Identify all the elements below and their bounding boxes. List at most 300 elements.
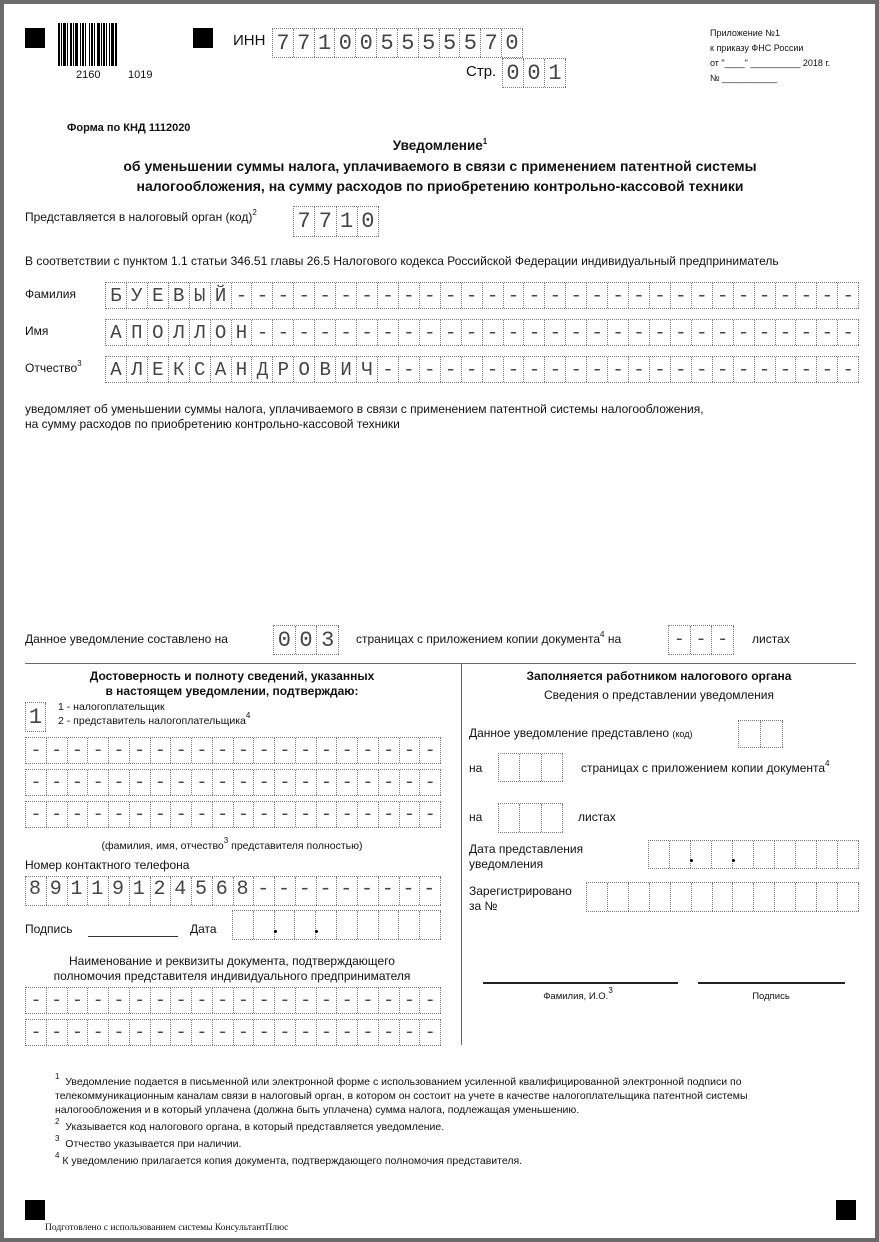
appendix-line: к приказу ФНС России bbox=[710, 43, 804, 53]
char-cell: - bbox=[252, 283, 273, 308]
na-label: на bbox=[469, 810, 483, 824]
char-cell bbox=[691, 841, 712, 868]
label-text: Фамилия, И.О. bbox=[543, 991, 609, 1002]
char-cell: - bbox=[420, 988, 441, 1013]
page-label: Стр. bbox=[466, 63, 497, 80]
char-cell: - bbox=[379, 738, 400, 763]
char-cell: - bbox=[755, 320, 776, 345]
label-text: Зарегистрировано bbox=[469, 884, 572, 898]
char-cell: - bbox=[171, 1020, 192, 1045]
label-text: (код) bbox=[672, 729, 693, 739]
barcode-number: 2160 bbox=[76, 69, 101, 81]
char-cell: - bbox=[275, 988, 296, 1013]
footnotes bbox=[55, 1072, 748, 1168]
char-cell: - bbox=[358, 988, 379, 1013]
char-cell: - bbox=[462, 320, 483, 345]
footnote-text: К уведомлению прилагается копия документа, подтверждающего полномочия представителя. bbox=[62, 1155, 523, 1167]
char-cell: - bbox=[151, 1020, 172, 1045]
inn-field[interactable] bbox=[272, 28, 523, 58]
char-cell: - bbox=[192, 802, 213, 827]
char-cell: Л bbox=[169, 320, 190, 345]
column-divider bbox=[461, 663, 462, 1045]
name-field[interactable] bbox=[105, 319, 859, 346]
footnote-number: 2 bbox=[55, 1117, 60, 1126]
footer-note: Подготовлено с использованием системы КонсультантПлюс bbox=[45, 1223, 289, 1233]
char-cell: - bbox=[796, 283, 817, 308]
char-cell: - bbox=[713, 320, 734, 345]
char-cell: 0 bbox=[502, 29, 523, 57]
char-cell: - bbox=[838, 283, 859, 308]
office-sheets-field[interactable] bbox=[498, 803, 563, 833]
char-cell bbox=[733, 883, 754, 911]
char-cell: - bbox=[213, 802, 234, 827]
char-cell: Е bbox=[148, 357, 169, 382]
doc-heading-1: Наименование и реквизиты документа, подтверждающего bbox=[69, 954, 395, 968]
char-cell: - bbox=[26, 802, 47, 827]
char-cell bbox=[671, 883, 692, 911]
char-cell: - bbox=[88, 738, 109, 763]
char-cell: 7 bbox=[315, 207, 336, 236]
office-pages-text bbox=[581, 761, 830, 775]
footnote-text: Уведомление подается в письменной или электронной форме с использованием усиленной квалифицированной электронной подписи по bbox=[65, 1076, 742, 1088]
char-cell bbox=[754, 883, 775, 911]
char-cell: - bbox=[566, 357, 587, 382]
char-cell: И bbox=[336, 357, 357, 382]
char-cell: - bbox=[420, 357, 441, 382]
char-cell bbox=[761, 721, 783, 747]
char-cell: - bbox=[776, 357, 797, 382]
char-cell: 1 bbox=[315, 29, 336, 57]
char-cell: - bbox=[608, 320, 629, 345]
char-cell: - bbox=[378, 283, 399, 308]
char-cell: - bbox=[713, 357, 734, 382]
char-cell: - bbox=[109, 802, 130, 827]
char-cell: - bbox=[400, 988, 421, 1013]
char-cell: - bbox=[317, 738, 338, 763]
pages-count-field[interactable] bbox=[273, 625, 339, 655]
char-cell: - bbox=[26, 738, 47, 763]
char-cell: - bbox=[337, 738, 358, 763]
char-cell: - bbox=[692, 357, 713, 382]
marker-square bbox=[193, 28, 213, 48]
tax-office-code-field[interactable] bbox=[293, 206, 379, 237]
char-cell: - bbox=[669, 626, 691, 654]
char-cell: - bbox=[130, 738, 151, 763]
char-cell: - bbox=[712, 626, 734, 654]
char-cell: Н bbox=[232, 357, 253, 382]
char-cell: - bbox=[47, 770, 68, 795]
label-text: страницах с приложением копии документа bbox=[581, 761, 826, 775]
footnote-text: телекоммуникационным каналам связи в налоговый орган, в котором он состоит на учете в качестве налогоплательщика патентной системы bbox=[55, 1090, 748, 1102]
char-cell: 1 bbox=[26, 703, 46, 731]
surname-field[interactable] bbox=[105, 282, 859, 309]
page-number-field[interactable] bbox=[502, 58, 566, 88]
char-cell: - bbox=[671, 283, 692, 308]
char-cell: 5 bbox=[398, 29, 419, 57]
char-cell bbox=[520, 804, 541, 832]
char-cell: - bbox=[650, 357, 671, 382]
char-cell: - bbox=[629, 357, 650, 382]
char-cell: 3 bbox=[317, 626, 339, 654]
form-code: Форма по КНД 1112020 bbox=[67, 122, 191, 134]
char-cell: - bbox=[234, 1020, 255, 1045]
char-cell: - bbox=[213, 770, 234, 795]
footnote-text: Указывается код налогового органа, в который представляется уведомление. bbox=[65, 1121, 445, 1133]
char-cell: - bbox=[275, 1020, 296, 1045]
submission-code-field[interactable] bbox=[738, 720, 783, 748]
char-cell: - bbox=[587, 357, 608, 382]
char-cell: - bbox=[317, 770, 338, 795]
signature-line[interactable] bbox=[88, 936, 178, 937]
title-line3: налогообложения, на сумму расходов по приобретению контрольно-кассовой техники bbox=[136, 178, 744, 194]
officer-name-line[interactable] bbox=[483, 982, 678, 984]
char-cell: - bbox=[420, 738, 441, 763]
char-cell: - bbox=[357, 283, 378, 308]
char-cell: - bbox=[213, 988, 234, 1013]
char-cell: У bbox=[127, 283, 148, 308]
char-cell: К bbox=[169, 357, 190, 382]
doc-heading-2: полномочия представителя индивидуального предпринимателя bbox=[53, 969, 411, 983]
barcode bbox=[58, 23, 170, 66]
office-sheets-label: листах bbox=[578, 810, 616, 824]
title-line2: об уменьшении суммы налога, уплачиваемого в связи с применением патентной системы bbox=[123, 158, 757, 174]
char-cell: 0 bbox=[524, 59, 545, 87]
barcode-bar bbox=[117, 23, 118, 66]
office-subheading: Сведения о представлении уведомления bbox=[543, 688, 775, 702]
char-cell: Ч bbox=[357, 357, 378, 382]
char-cell: - bbox=[315, 320, 336, 345]
char-cell: - bbox=[441, 357, 462, 382]
char-cell: - bbox=[566, 283, 587, 308]
signer-code-field[interactable] bbox=[25, 702, 46, 732]
representative-name-row[interactable] bbox=[25, 737, 441, 764]
char-cell: - bbox=[254, 802, 275, 827]
char-cell: - bbox=[130, 770, 151, 795]
marker-square bbox=[25, 1200, 45, 1220]
char-cell: 0 bbox=[274, 626, 296, 654]
char-cell: - bbox=[817, 357, 838, 382]
label-text: (фамилия, имя, отчество bbox=[101, 840, 224, 852]
registration-label bbox=[469, 884, 572, 914]
pages-label: Данное уведомление составлено на bbox=[25, 632, 228, 646]
char-cell bbox=[379, 911, 400, 939]
char-cell: - bbox=[378, 320, 399, 345]
char-cell: - bbox=[275, 802, 296, 827]
char-cell: - bbox=[275, 738, 296, 763]
char-cell: - bbox=[213, 738, 234, 763]
char-cell bbox=[775, 883, 796, 911]
char-cell: - bbox=[358, 770, 379, 795]
char-cell: - bbox=[273, 320, 294, 345]
char-cell: - bbox=[109, 738, 130, 763]
char-cell: - bbox=[629, 320, 650, 345]
char-cell: - bbox=[692, 283, 713, 308]
submission-date-label bbox=[469, 842, 583, 872]
char-cell bbox=[650, 883, 671, 911]
char-cell: - bbox=[462, 283, 483, 308]
pages-middle-text bbox=[356, 632, 621, 646]
char-cell: - bbox=[234, 738, 255, 763]
char-cell bbox=[713, 883, 734, 911]
patronymic-label bbox=[25, 361, 82, 375]
char-cell: - bbox=[47, 988, 68, 1013]
title-line1 bbox=[393, 138, 487, 153]
char-cell: 5 bbox=[440, 29, 461, 57]
char-cell: - bbox=[400, 1020, 421, 1045]
char-cell: - bbox=[315, 283, 336, 308]
char-cell: В bbox=[169, 283, 190, 308]
notify-text-2: на сумму расходов по приобретению контрольно-кассовой техники bbox=[25, 417, 400, 431]
char-cell bbox=[608, 883, 629, 911]
char-cell: - bbox=[317, 1020, 338, 1045]
char-cell: - bbox=[838, 357, 859, 382]
char-cell: - bbox=[47, 738, 68, 763]
char-cell: - bbox=[151, 802, 172, 827]
char-cell: А bbox=[106, 357, 127, 382]
char-cell bbox=[692, 883, 713, 911]
char-cell: - bbox=[566, 320, 587, 345]
label-text: за № bbox=[469, 899, 498, 913]
char-cell: - bbox=[68, 1020, 89, 1045]
sheets-label: листах bbox=[752, 632, 790, 646]
char-cell: - bbox=[483, 283, 504, 308]
phone-value: 89119124568--------- bbox=[29, 878, 445, 901]
char-cell: - bbox=[441, 320, 462, 345]
char-cell: В bbox=[315, 357, 336, 382]
char-cell: 0 bbox=[503, 59, 524, 87]
char-cell: - bbox=[420, 802, 441, 827]
char-cell: - bbox=[192, 1020, 213, 1045]
name-label: Имя bbox=[25, 324, 49, 338]
char-cell: - bbox=[399, 320, 420, 345]
char-cell: - bbox=[151, 988, 172, 1013]
char-cell bbox=[712, 841, 733, 868]
char-cell: - bbox=[734, 283, 755, 308]
char-cell bbox=[838, 841, 859, 868]
char-cell bbox=[520, 754, 541, 781]
char-cell: - bbox=[755, 283, 776, 308]
char-cell: - bbox=[399, 357, 420, 382]
char-cell: - bbox=[130, 988, 151, 1013]
char-cell bbox=[796, 883, 817, 911]
char-cell: - bbox=[88, 770, 109, 795]
appendix-line: Приложение №1 bbox=[710, 28, 780, 38]
signer-option-1: 1 - налогоплательщик bbox=[58, 701, 165, 713]
char-cell: О bbox=[294, 357, 315, 382]
char-cell: - bbox=[232, 283, 253, 308]
sheets-count-field[interactable] bbox=[668, 625, 734, 655]
barcode-number: 1019 bbox=[128, 69, 153, 81]
char-cell: - bbox=[399, 283, 420, 308]
date-label: Дата bbox=[190, 922, 217, 936]
officer-name-caption bbox=[543, 986, 613, 1002]
char-cell: Р bbox=[273, 357, 294, 382]
char-cell: - bbox=[400, 802, 421, 827]
char-cell: - bbox=[692, 320, 713, 345]
char-cell: - bbox=[776, 283, 797, 308]
footnote bbox=[55, 1117, 748, 1134]
footnote-ref: 1 bbox=[482, 137, 488, 146]
char-cell: - bbox=[420, 1020, 441, 1045]
footnote bbox=[55, 1072, 748, 1089]
tax-office-label bbox=[25, 210, 257, 224]
footnote bbox=[55, 1134, 748, 1151]
footnote-ref: 3 bbox=[77, 359, 82, 368]
char-cell: 7 bbox=[294, 207, 315, 236]
char-cell: 5 bbox=[419, 29, 440, 57]
char-cell: - bbox=[608, 357, 629, 382]
char-cell: - bbox=[254, 1020, 275, 1045]
patronymic-field[interactable] bbox=[105, 356, 859, 383]
char-cell: - bbox=[273, 283, 294, 308]
char-cell: А bbox=[211, 357, 232, 382]
officer-signature-line[interactable] bbox=[698, 982, 845, 984]
char-cell: - bbox=[650, 283, 671, 308]
appendix-line: от "____" __________ 2018 г. bbox=[710, 58, 831, 68]
char-cell: - bbox=[420, 283, 441, 308]
marker-square bbox=[836, 1200, 856, 1220]
char-cell: - bbox=[68, 738, 89, 763]
title-text: Уведомление bbox=[392, 138, 483, 153]
char-cell: - bbox=[545, 357, 566, 382]
char-cell: - bbox=[483, 320, 504, 345]
char-cell: - bbox=[296, 802, 317, 827]
char-cell: - bbox=[88, 988, 109, 1013]
char-cell: - bbox=[713, 283, 734, 308]
char-cell bbox=[358, 911, 379, 939]
char-cell: С bbox=[190, 357, 211, 382]
char-cell: - bbox=[275, 770, 296, 795]
authority-document-row[interactable] bbox=[25, 1019, 441, 1046]
footnote-ref: 3 bbox=[223, 836, 229, 845]
office-pages-field[interactable] bbox=[498, 753, 563, 782]
char-cell: - bbox=[358, 1020, 379, 1045]
char-cell: - bbox=[192, 988, 213, 1013]
char-cell: - bbox=[545, 320, 566, 345]
officer-signature-caption: Подпись bbox=[752, 991, 790, 1002]
char-cell: - bbox=[68, 802, 89, 827]
char-cell: - bbox=[420, 770, 441, 795]
representative-name-row[interactable] bbox=[25, 769, 441, 796]
char-cell: - bbox=[151, 738, 172, 763]
char-cell bbox=[739, 721, 761, 747]
char-cell: - bbox=[379, 988, 400, 1013]
appendix-note bbox=[710, 26, 830, 86]
representative-caption bbox=[101, 836, 363, 852]
char-cell: - bbox=[504, 320, 525, 345]
representative-name-row[interactable] bbox=[25, 801, 441, 828]
char-cell: - bbox=[379, 802, 400, 827]
char-cell: - bbox=[337, 770, 358, 795]
date-field[interactable] bbox=[232, 910, 441, 940]
char-cell bbox=[254, 911, 275, 939]
footnote-number: 3 bbox=[55, 1134, 60, 1143]
footnote-ref: 4 bbox=[825, 759, 830, 768]
label-text: Данное уведомление представлено bbox=[469, 726, 670, 740]
char-cell: 0 bbox=[356, 29, 377, 57]
submitted-label bbox=[469, 726, 692, 740]
char-cell: - bbox=[88, 1020, 109, 1045]
char-cell: - bbox=[441, 283, 462, 308]
section-divider bbox=[25, 663, 856, 664]
char-cell: - bbox=[755, 357, 776, 382]
footnote-text: налогообложения и в который уплачена (должна быть уплачена) сумма налога, подлежащая уменьшению. bbox=[55, 1104, 580, 1116]
char-cell: - bbox=[796, 357, 817, 382]
char-cell bbox=[587, 883, 608, 911]
char-cell: 1 bbox=[545, 59, 566, 87]
char-cell: - bbox=[691, 626, 713, 654]
basis-text: В соответствии с пунктом 1.1 статьи 346.51 главы 26.5 Налогового кодекса Российской Федерации индивидуальный предприниматель bbox=[25, 254, 779, 268]
submission-date-field[interactable] bbox=[648, 840, 859, 869]
char-cell: Л bbox=[127, 357, 148, 382]
label-text: на bbox=[607, 632, 622, 646]
char-cell: - bbox=[109, 770, 130, 795]
char-cell bbox=[838, 883, 859, 911]
char-cell: - bbox=[47, 802, 68, 827]
footnote-text: Отчество указывается при наличии. bbox=[65, 1138, 242, 1150]
marker-square bbox=[25, 28, 45, 48]
authority-document-row[interactable] bbox=[25, 987, 441, 1014]
char-cell bbox=[670, 841, 691, 868]
inn-label: ИНН bbox=[233, 32, 266, 49]
char-cell: - bbox=[650, 320, 671, 345]
char-cell: 5 bbox=[460, 29, 481, 57]
char-cell: Б bbox=[106, 283, 127, 308]
char-cell: О bbox=[148, 320, 169, 345]
registration-number-field[interactable] bbox=[586, 882, 859, 912]
char-cell bbox=[817, 883, 838, 911]
char-cell: - bbox=[796, 320, 817, 345]
char-cell: - bbox=[379, 770, 400, 795]
char-cell: - bbox=[294, 283, 315, 308]
char-cell: - bbox=[130, 802, 151, 827]
char-cell: - bbox=[483, 357, 504, 382]
char-cell: - bbox=[545, 283, 566, 308]
char-cell: - bbox=[296, 738, 317, 763]
char-cell: - bbox=[734, 357, 755, 382]
char-cell: - bbox=[26, 770, 47, 795]
char-cell: 7 bbox=[481, 29, 502, 57]
char-cell bbox=[796, 841, 817, 868]
char-cell: - bbox=[296, 1020, 317, 1045]
char-cell: - bbox=[838, 320, 859, 345]
signer-option-2 bbox=[58, 711, 251, 727]
char-cell: 7 bbox=[273, 29, 294, 57]
char-cell: - bbox=[608, 283, 629, 308]
char-cell: - bbox=[587, 320, 608, 345]
office-heading: Заполняется работником налогового органа bbox=[526, 669, 792, 683]
char-cell: - bbox=[504, 357, 525, 382]
char-cell bbox=[733, 841, 754, 868]
char-cell: - bbox=[337, 1020, 358, 1045]
char-cell bbox=[233, 911, 254, 939]
char-cell: - bbox=[734, 320, 755, 345]
char-cell bbox=[499, 754, 520, 781]
footnote bbox=[55, 1151, 748, 1168]
label-text: страницах с приложением копии документа bbox=[356, 632, 601, 646]
char-cell: - bbox=[336, 283, 357, 308]
char-cell: - bbox=[524, 283, 545, 308]
phone-label: Номер контактного телефона bbox=[25, 858, 190, 872]
footnote-ref: 2 bbox=[252, 208, 257, 217]
char-cell: - bbox=[151, 770, 172, 795]
char-cell bbox=[295, 911, 316, 939]
char-cell bbox=[316, 911, 337, 939]
char-cell bbox=[649, 841, 670, 868]
char-cell: - bbox=[171, 770, 192, 795]
char-cell: - bbox=[504, 283, 525, 308]
char-cell: - bbox=[357, 320, 378, 345]
